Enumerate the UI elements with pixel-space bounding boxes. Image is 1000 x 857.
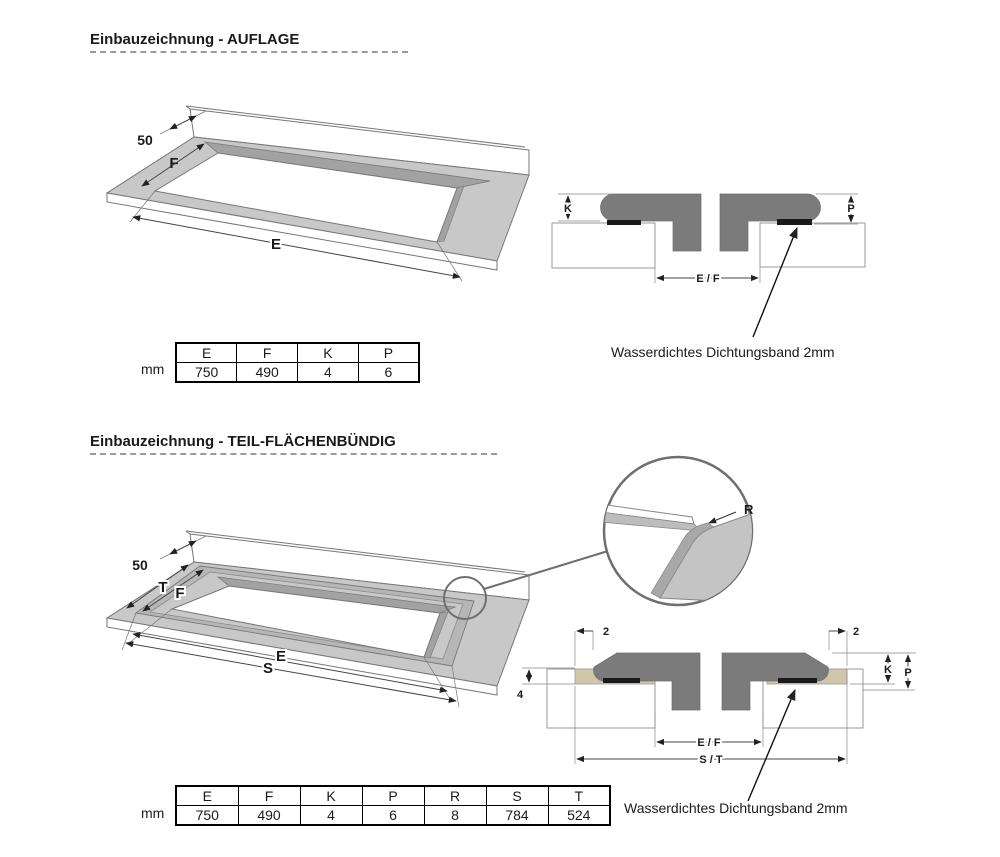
table-header-cell: E — [176, 343, 237, 363]
detail-connector-line — [484, 551, 608, 589]
title-underline-auflage — [90, 51, 408, 53]
seal-note-flush: Wasserdichtes Dichtungsband 2mm — [624, 800, 848, 816]
seal-strip-right — [777, 219, 812, 225]
table-value-cell: 6 — [362, 806, 424, 826]
table-header-cell: F — [237, 343, 298, 363]
seal-strip-left — [603, 678, 640, 683]
table-header-cell: T — [548, 786, 610, 806]
table-value-cell: 490 — [237, 363, 298, 383]
table-header-cell: S — [486, 786, 548, 806]
unit-label-flush: mm — [141, 805, 165, 821]
unit-label-auflage: mm — [141, 361, 165, 377]
table-value-cell: 4 — [300, 806, 362, 826]
seal-note-auflage: Wasserdichtes Dichtungsband 2mm — [611, 344, 835, 360]
dim-label-k: K — [884, 664, 892, 676]
dim-label-50: 50 — [132, 557, 148, 573]
table-value-cell: 524 — [548, 806, 610, 826]
table-value-cell: 8 — [424, 806, 486, 826]
table-value-cell: 750 — [176, 806, 238, 826]
dim-label-2-left: 2 — [603, 626, 610, 638]
dim-label-4: 4 — [516, 689, 524, 701]
dim-label-k: K — [564, 203, 572, 215]
section-title-auflage: Einbauzeichnung - AUFLAGE — [90, 31, 300, 48]
countertop-right — [760, 223, 865, 267]
table-header-cell: P — [362, 786, 424, 806]
dim-label-ef: E / F — [696, 273, 720, 285]
table-value-cell: 6 — [358, 363, 419, 383]
dim-label-e: E — [275, 648, 287, 665]
table-header-cell: K — [298, 343, 359, 363]
dim-label-r: R — [744, 502, 754, 517]
table-header-cell: R — [424, 786, 486, 806]
dim-label-50: 50 — [137, 132, 153, 148]
table-value-cell: 490 — [238, 806, 300, 826]
table-value-cell: 750 — [176, 363, 237, 383]
auflage-iso-drawing — [107, 106, 529, 281]
table-header-cell: F — [238, 786, 300, 806]
dim-label-st: S / T — [699, 754, 723, 766]
dim-label-e: E — [270, 236, 282, 253]
flush-dimension-table — [175, 785, 611, 826]
dim-label-p: P — [904, 667, 912, 679]
dim-label-f: F — [169, 155, 179, 172]
table-header-cell: E — [176, 786, 238, 806]
corner-detail-view — [600, 457, 762, 605]
dim-label-s: S — [262, 660, 274, 677]
table-header-cell: K — [300, 786, 362, 806]
table-header-cell: P — [358, 343, 419, 363]
section-title-flush: Einbauzeichnung - TEIL-FLÄCHENBÜNDIG — [90, 433, 396, 450]
countertop-left — [552, 223, 655, 268]
dim-label-t: T — [158, 579, 168, 596]
seal-strip-left — [607, 220, 641, 225]
dim-label-p: P — [847, 203, 855, 215]
seal-strip-right — [778, 678, 817, 683]
auflage-cross-section — [552, 194, 865, 337]
dim-label-ef: E / F — [697, 737, 721, 749]
title-underline-flush — [90, 453, 497, 455]
flush-iso-drawing — [107, 531, 608, 707]
dim-label-f: F — [175, 585, 185, 602]
table-value-cell: 4 — [298, 363, 359, 383]
auflage-dimension-table — [175, 342, 420, 383]
flush-cross-section — [517, 626, 916, 801]
dim-label-2-right: 2 — [853, 626, 860, 638]
table-value-cell: 784 — [486, 806, 548, 826]
